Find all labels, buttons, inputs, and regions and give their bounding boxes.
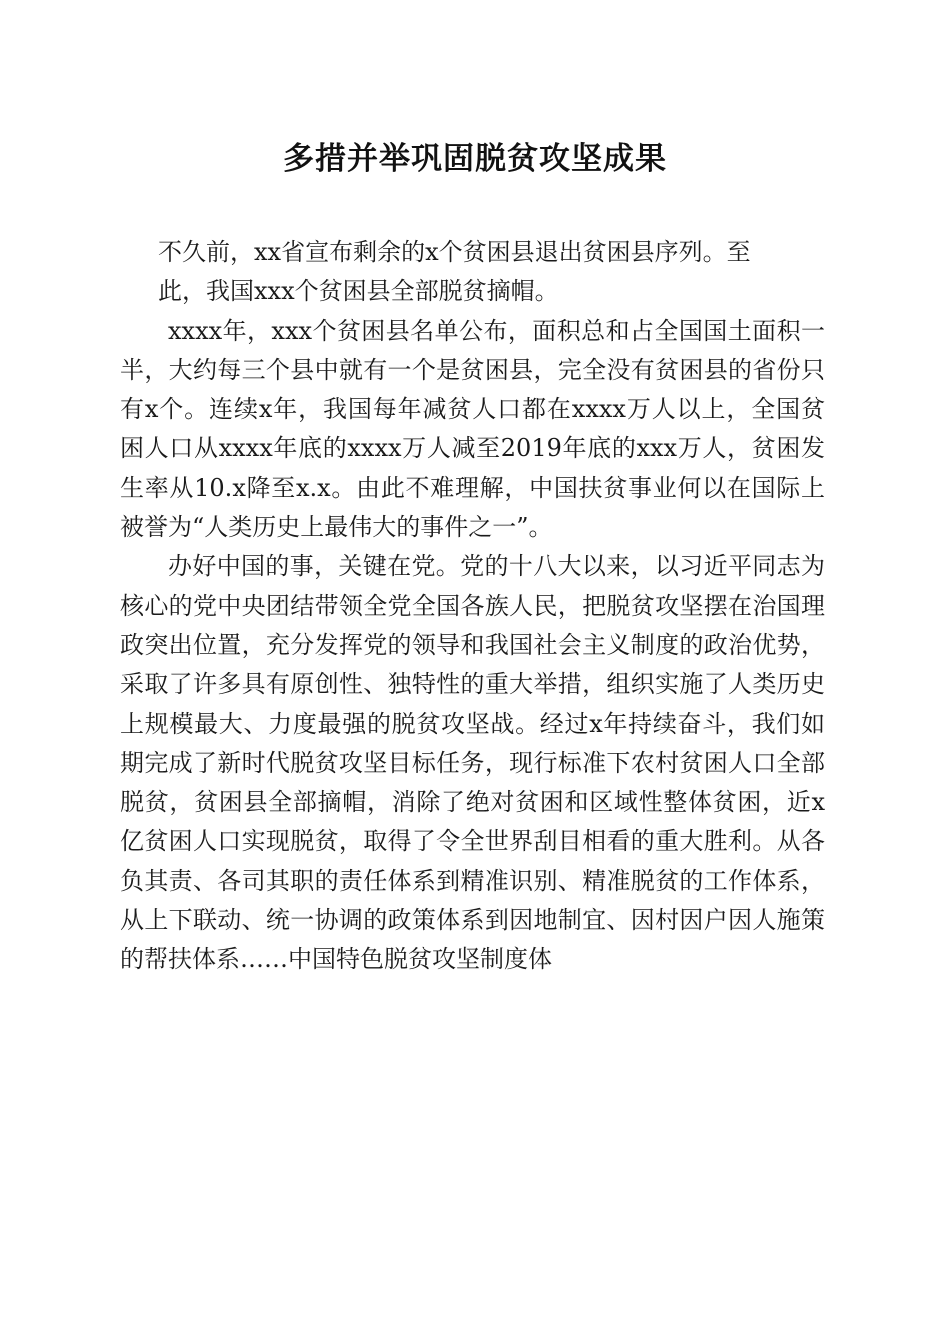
paragraph-1 xyxy=(120,233,825,312)
document-body xyxy=(120,233,825,980)
paragraph-1-line-2: 此，我国xxx个贫困县全部脱贫摘帽。 xyxy=(158,277,559,306)
paragraph-1-line-1: 不久前，xx省宣布剩余的x个贫困县退出贫困县序列。至 xyxy=(158,238,751,266)
document-title: 多措并举巩固脱贫攻坚成果 xyxy=(283,141,667,177)
paragraph-3: 办好中国的事，关键在党。党的十八大以来，以习近平同志为核心的党中央团结带领全党全国各族人民，把脱贫攻坚摆在治国理政突出位置，充分发挥党的领导和我国社会主义制度的政治优势，采取了许多具有原创性、独特性的重大举措，组织实施了人类历史上规模最大、力度最强的脱贫攻坚战。经过x年持续奋斗，我们如期完成了新时代脱贫攻坚目标任务，现行标准下农村贫困人口全部脱贫，贫困县全部摘帽，消除了绝对贫困和区域性整体贫困，近x亿贫困人口实现脱贫，取得了令全世界刮目相看的重大胜利。从各负其责、各司其职的责任体系到精准识别、精准脱贫的工作体系，从上下联动、统一协调的政策体系到因地制宜、因村因户因人施策的帮扶体系……中国特色脱贫攻坚制度体 xyxy=(120,552,825,974)
paragraph-2: xxxx年，xxx个贫困县名单公布，面积总和占全国国土面积一半，大约每三个县中就有一个是贫困县，完全没有贫困县的省份只有x个。连续x年，我国每年减贫人口都在xxxx万人以上，全国贫困人口从xxxx年底的xxxx万人减至2019年底的xxx万人，贫困发生率从10.x降至x.x。由此不难理解，中国扶贫事业何以在国际上被誉为“人类历史上最伟大的事件之一”。 xyxy=(120,316,825,542)
